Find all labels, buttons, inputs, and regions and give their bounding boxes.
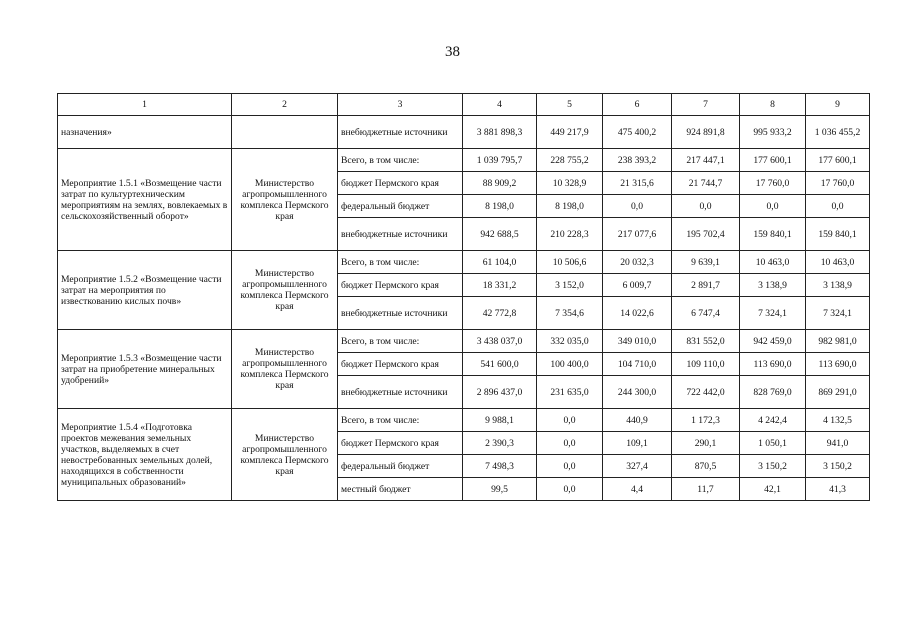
value-cell: 21 315,6 xyxy=(603,172,672,195)
column-header: 5 xyxy=(537,94,603,116)
value-cell: 88 909,2 xyxy=(463,172,537,195)
value-cell: 0,0 xyxy=(537,455,603,478)
value-cell: 11,7 xyxy=(672,478,740,501)
value-cell: 290,1 xyxy=(672,432,740,455)
event-cell: Мероприятие 1.5.1 «Возмещение части затрат по культуртехническим мероприятиям на землях, вовлекаемых в сельскохозяйственный оборот» xyxy=(58,149,232,251)
value-cell: 177 600,1 xyxy=(740,149,806,172)
value-cell: 7 354,6 xyxy=(537,297,603,330)
organization-cell: Министерство агропромышленного комплекса Пермского края xyxy=(232,251,338,330)
value-cell: 1 039 795,7 xyxy=(463,149,537,172)
value-cell: 228 755,2 xyxy=(537,149,603,172)
value-cell: 982 981,0 xyxy=(806,330,870,353)
header-row xyxy=(58,94,870,116)
value-cell: 0,0 xyxy=(537,409,603,432)
value-cell: 4 132,5 xyxy=(806,409,870,432)
event-cell: назначения» xyxy=(58,116,232,149)
value-cell: 924 891,8 xyxy=(672,116,740,149)
organization-cell: Министерство агропромышленного комплекса Пермского края xyxy=(232,409,338,501)
column-header: 7 xyxy=(672,94,740,116)
value-cell: 7 324,1 xyxy=(740,297,806,330)
value-cell: 349 010,0 xyxy=(603,330,672,353)
value-cell: 0,0 xyxy=(603,195,672,218)
value-cell: 3 438 037,0 xyxy=(463,330,537,353)
value-cell: 18 331,2 xyxy=(463,274,537,297)
value-cell: 8 198,0 xyxy=(537,195,603,218)
value-cell: 9 988,1 xyxy=(463,409,537,432)
value-cell: 3 150,2 xyxy=(740,455,806,478)
value-cell: 61 104,0 xyxy=(463,251,537,274)
table-header xyxy=(58,94,870,116)
value-cell: 0,0 xyxy=(740,195,806,218)
funding-source-cell: внебюджетные источники xyxy=(338,116,463,149)
value-cell: 541 600,0 xyxy=(463,353,537,376)
page-number: 38 xyxy=(445,44,460,60)
organization-cell xyxy=(232,116,338,149)
value-cell: 722 442,0 xyxy=(672,376,740,409)
value-cell: 941,0 xyxy=(806,432,870,455)
value-cell: 20 032,3 xyxy=(603,251,672,274)
value-cell: 4 242,4 xyxy=(740,409,806,432)
value-cell: 475 400,2 xyxy=(603,116,672,149)
value-cell: 2 891,7 xyxy=(672,274,740,297)
value-cell: 195 702,4 xyxy=(672,218,740,251)
value-cell: 0,0 xyxy=(806,195,870,218)
value-cell: 41,3 xyxy=(806,478,870,501)
value-cell: 0,0 xyxy=(672,195,740,218)
value-cell: 244 300,0 xyxy=(603,376,672,409)
value-cell: 1 050,1 xyxy=(740,432,806,455)
event-cell: Мероприятие 1.5.4 «Подготовка проектов межевания земельных участков, выделяемых в счет невостребованных земельных долей, находящихся в собственности муниципальных образований» xyxy=(58,409,232,501)
value-cell: 10 506,6 xyxy=(537,251,603,274)
event-cell: Мероприятие 1.5.3 «Возмещение части затрат на приобретение минеральных удобрений» xyxy=(58,330,232,409)
value-cell: 3 138,9 xyxy=(806,274,870,297)
value-cell: 2 896 437,0 xyxy=(463,376,537,409)
funding-source-cell: Всего, в том числе: xyxy=(338,330,463,353)
value-cell: 2 390,3 xyxy=(463,432,537,455)
table-row xyxy=(58,330,870,353)
column-header: 3 xyxy=(338,94,463,116)
column-header: 9 xyxy=(806,94,870,116)
value-cell: 942 459,0 xyxy=(740,330,806,353)
funding-source-cell: внебюджетные источники xyxy=(338,376,463,409)
funding-source-cell: Всего, в том числе: xyxy=(338,251,463,274)
value-cell: 159 840,1 xyxy=(740,218,806,251)
value-cell: 217 077,6 xyxy=(603,218,672,251)
value-cell: 0,0 xyxy=(537,478,603,501)
value-cell: 238 393,2 xyxy=(603,149,672,172)
funding-source-cell: внебюджетные источники xyxy=(338,218,463,251)
value-cell: 99,5 xyxy=(463,478,537,501)
value-cell: 10 328,9 xyxy=(537,172,603,195)
value-cell: 113 690,0 xyxy=(806,353,870,376)
funding-source-cell: бюджет Пермского края xyxy=(338,432,463,455)
value-cell: 42,1 xyxy=(740,478,806,501)
value-cell: 828 769,0 xyxy=(740,376,806,409)
funding-source-cell: бюджет Пермского края xyxy=(338,353,463,376)
column-header: 2 xyxy=(232,94,338,116)
funding-source-cell: местный бюджет xyxy=(338,478,463,501)
value-cell: 869 291,0 xyxy=(806,376,870,409)
value-cell: 995 933,2 xyxy=(740,116,806,149)
value-cell: 10 463,0 xyxy=(740,251,806,274)
value-cell: 8 198,0 xyxy=(463,195,537,218)
table-row xyxy=(58,251,870,274)
value-cell: 14 022,6 xyxy=(603,297,672,330)
value-cell: 9 639,1 xyxy=(672,251,740,274)
funding-source-cell: бюджет Пермского края xyxy=(338,274,463,297)
column-header: 8 xyxy=(740,94,806,116)
value-cell: 7 498,3 xyxy=(463,455,537,478)
column-header: 4 xyxy=(463,94,537,116)
value-cell: 42 772,8 xyxy=(463,297,537,330)
table-row xyxy=(58,149,870,172)
value-cell: 440,9 xyxy=(603,409,672,432)
value-cell: 7 324,1 xyxy=(806,297,870,330)
value-cell: 159 840,1 xyxy=(806,218,870,251)
value-cell: 831 552,0 xyxy=(672,330,740,353)
event-cell: Мероприятие 1.5.2 «Возмещение части затрат на мероприятия по известкованию кислых почв» xyxy=(58,251,232,330)
organization-cell: Министерство агропромышленного комплекса Пермского края xyxy=(232,330,338,409)
value-cell: 870,5 xyxy=(672,455,740,478)
funding-source-cell: бюджет Пермского края xyxy=(338,172,463,195)
value-cell: 104 710,0 xyxy=(603,353,672,376)
funding-source-cell: федеральный бюджет xyxy=(338,455,463,478)
value-cell: 210 228,3 xyxy=(537,218,603,251)
value-cell: 217 447,1 xyxy=(672,149,740,172)
value-cell: 3 152,0 xyxy=(537,274,603,297)
table-row xyxy=(58,409,870,432)
value-cell: 100 400,0 xyxy=(537,353,603,376)
funding-source-cell: федеральный бюджет xyxy=(338,195,463,218)
value-cell: 3 150,2 xyxy=(806,455,870,478)
value-cell: 942 688,5 xyxy=(463,218,537,251)
value-cell: 21 744,7 xyxy=(672,172,740,195)
value-cell: 113 690,0 xyxy=(740,353,806,376)
value-cell: 109,1 xyxy=(603,432,672,455)
column-header: 6 xyxy=(603,94,672,116)
table-row xyxy=(58,116,870,149)
value-cell: 327,4 xyxy=(603,455,672,478)
value-cell: 10 463,0 xyxy=(806,251,870,274)
value-cell: 1 172,3 xyxy=(672,409,740,432)
funding-source-cell: Всего, в том числе: xyxy=(338,409,463,432)
value-cell: 6 009,7 xyxy=(603,274,672,297)
value-cell: 17 760,0 xyxy=(740,172,806,195)
value-cell: 0,0 xyxy=(537,432,603,455)
organization-cell: Министерство агропромышленного комплекса Пермского края xyxy=(232,149,338,251)
value-cell: 332 035,0 xyxy=(537,330,603,353)
column-header: 1 xyxy=(58,94,232,116)
value-cell: 6 747,4 xyxy=(672,297,740,330)
funding-source-cell: Всего, в том числе: xyxy=(338,149,463,172)
value-cell: 3 138,9 xyxy=(740,274,806,297)
value-cell: 1 036 455,2 xyxy=(806,116,870,149)
value-cell: 4,4 xyxy=(603,478,672,501)
value-cell: 231 635,0 xyxy=(537,376,603,409)
value-cell: 109 110,0 xyxy=(672,353,740,376)
value-cell: 3 881 898,3 xyxy=(463,116,537,149)
table-body xyxy=(58,116,870,501)
funding-source-cell: внебюджетные источники xyxy=(338,297,463,330)
value-cell: 177 600,1 xyxy=(806,149,870,172)
budget-table xyxy=(57,93,870,501)
value-cell: 17 760,0 xyxy=(806,172,870,195)
value-cell: 449 217,9 xyxy=(537,116,603,149)
